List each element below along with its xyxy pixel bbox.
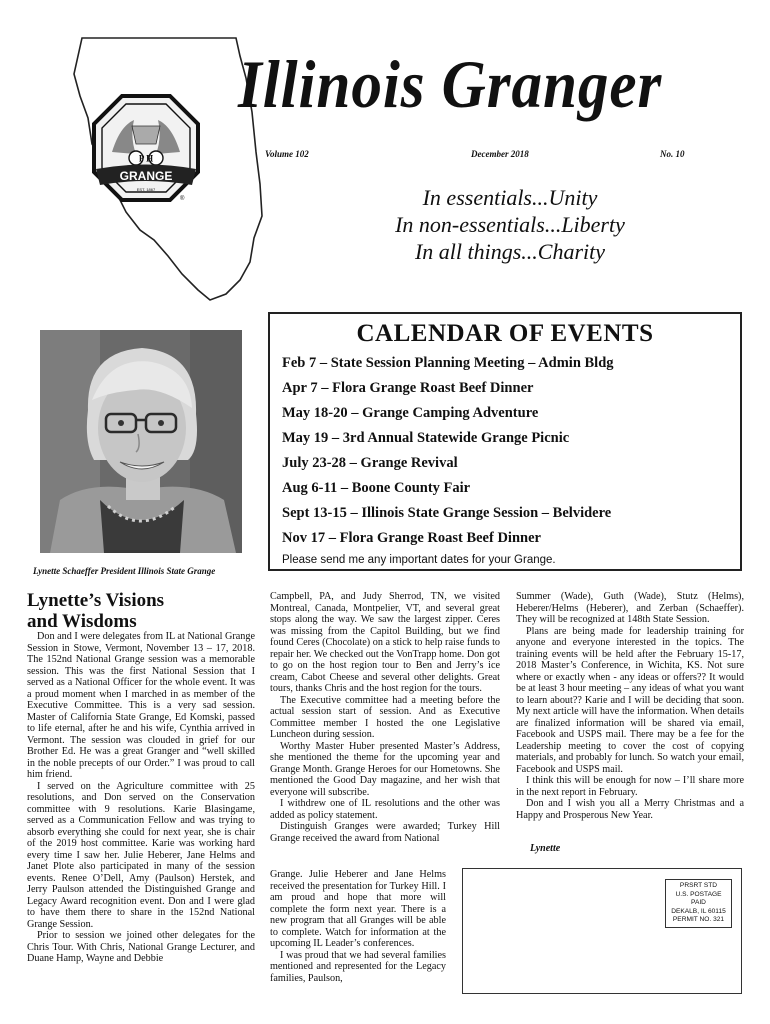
article-column-2 [270,591,500,844]
article-paragraph: Don and I wish you all a Merry Christmas and a Happy and Prosperous New Year. [516,798,744,821]
calendar-of-events-box [268,312,742,571]
motto-line-unity: In essentials...Unity [422,185,598,210]
emblem-initials: P H [138,153,154,164]
article-paragraph: Worthy Master Huber presented Master’s Address, she mentioned the theme for the upcoming year and Grange Month. Grange Heroes for our Hometowns. She mentioned the Good Day magazine, and her wish that everyone will subscribe. [270,740,500,798]
grange-emblem [94,96,198,202]
postage-line: U.S. POSTAGE [675,890,722,898]
calendar-event: Aug 6-11 – Boone County Fair [282,480,471,496]
calendar-note: Please send me any important dates for your Grange. [282,554,556,566]
article-title-line: Lynette’s Visions [27,590,165,611]
article-paragraph: I think this will be enough for now – I’ll share more in the next report in February. [516,775,744,798]
postage-line: DEKALB, IL 60115 [671,907,726,915]
article-title [27,590,257,632]
article-paragraph: Plans are being made for leadership training for anyone and everyone interested in the topics. The training events will be held after the February 15-17, 2018 Master’s Conference, in Wichita, KS. Not sure where or exactly when - any ideas or offers?? It would be at least 3 hour meeting – any ideas of what you want to learn about?? Karie and I will be deciding that soon. My next article will have the information. When details are finalized information will be shared via email, Facebook and USPS mail. There may be a fee for the Leadership meeting to cover the cost of copying materials, and probably for lunch. So watch your email, Facebook and USPS mail. [516,625,744,775]
calendar-event: Apr 7 – Flora Grange Roast Beef Dinner [282,380,534,396]
mailing-label-area [462,868,742,994]
article-paragraph: Grange. Julie Heberer and Jane Helms received the presentation for Turkey Hill. I am proud and hope that more will complete the form next year. There is a new program that all Granges will be able to complete. Watch for information at the upcoming IL Leader’s conferences. [270,869,446,949]
calendar-event: May 18-20 – Grange Camping Adventure [282,405,539,421]
registered-mark: ® [180,196,185,202]
motto-line-charity: In all things...Charity [414,239,606,264]
motto-line-liberty: In non-essentials...Liberty [395,212,625,237]
postage-line: PERMIT NO. 321 [672,916,725,924]
issue-number: No. 10 [660,149,685,159]
article-paragraph: Prior to session we joined other delegates for the Chris Tour. With Chris, National Grange Lecturer, and Duane Hamp, Wayne and Debbie [27,930,255,964]
author-signature: Lynette [530,843,561,854]
postage-indicia [665,879,732,928]
article-paragraph: Don and I were delegates from IL at National Grange Session in Stowe, Vermont, November 13 – 17, 2018. The 152nd National Grange session was a memorable session. This was the first National Session that I served as a National Officer for the whole event. It was a proud moment when I marched in as member of the Executive Committee. This is a very sad session. Master of California State Grange, Ed Komski, passed to life eternal, after he and his wife, Cynthia arrived in Vermont. The session was clouded in grief for our Brother Ed. He was a great Granger and “well skilled in the noble precepts of our Order.” I was proud to call him friend. [27,631,255,780]
emblem-bottom-text: EST. 1867 [136,187,156,192]
photo-caption: Lynette Schaeffer President Illinois State Grange [33,566,216,576]
calendar-event: Nov 17 – Flora Grange Roast Beef Dinner [282,530,541,546]
postage-line: PRSRT STD [679,882,718,889]
issue-date: December 2018 [471,149,529,159]
grange-motto [330,184,690,265]
postage-line: PAID [691,899,706,907]
volume-label: Volume 102 [265,149,309,159]
calendar-event: Sept 13-15 – Illinois State Grange Session – Belvidere [282,505,612,521]
article-paragraph: I served on the Agriculture committee with 25 resolutions, and Don served on the Conservation committee with 9 resolutions. Karie Blasingame, served as a Communication Fellow and was trying to absorb everything she could for next year, she is chair of the 2019 host committee. Karie was working hard every time I saw her. Julie Heberer, Jane Helms and Janet Plote also participated in many of the session events. Renee O’Dell, Amy (Paulson) Herstek, and Jerry Paulson attended the Distinguished Grange and Legacy Award recognition event. Don and I were glad to have them there to share in the 152nd National Grange Session. [27,780,255,930]
emblem-grange-banner: GRANGE [119,169,173,183]
article-column-1 [27,631,255,965]
article-paragraph: The Executive committee had a meeting before the actual session start of session. And as Executive Committee member I hosted the one Legislative Luncheon during session. [270,694,500,740]
article-paragraph: I withdrew one of IL resolutions and the other was added as policy statement. [270,798,500,821]
calendar-event: July 23-28 – Grange Revival [282,455,458,471]
article-column-3 [516,591,744,821]
article-column-2-continued [270,869,446,984]
article-title-line: and Wisdoms [27,611,137,632]
article-paragraph: Campbell, PA, and Judy Sherrod, TN, we visited Montreal, Canada, Montpelier, VT, and several great stops along the way. We saw the largest zipper. Ceres was missing from the Capitol Building, but we find found Ceres (Chocolate) on a stick to help raise funds to repair her. We checked out the VonTrapp home. Don got to go on the host region tour to Ben and Jerry’s ice cream, Cabot Cheese and several other delights. Great tours, thanks Chris and the host region for the tours. [270,591,500,694]
article-paragraph: Summer (Wade), Guth (Wade), Stutz (Helms), Heberer/Helms (Heberer), and Zerban (Schaeffer). They will be recognized at 148th State Session. [516,591,744,625]
article-paragraph: Distinguish Granges were awarded; Turkey Hill Grange received the award from National [270,821,500,844]
newsletter-title: Illinois Granger [238,46,663,122]
article-paragraph: I was proud that we had several families mentioned and represented for the Legacy families, Paulson, [270,949,446,984]
president-portrait-photo [40,330,242,553]
calendar-event: Feb 7 – State Session Planning Meeting – Admin Bldg [282,355,614,371]
calendar-event: May 19 – 3rd Annual Statewide Grange Picnic [282,430,570,446]
calendar-title: CALENDAR OF EVENTS [356,320,654,347]
